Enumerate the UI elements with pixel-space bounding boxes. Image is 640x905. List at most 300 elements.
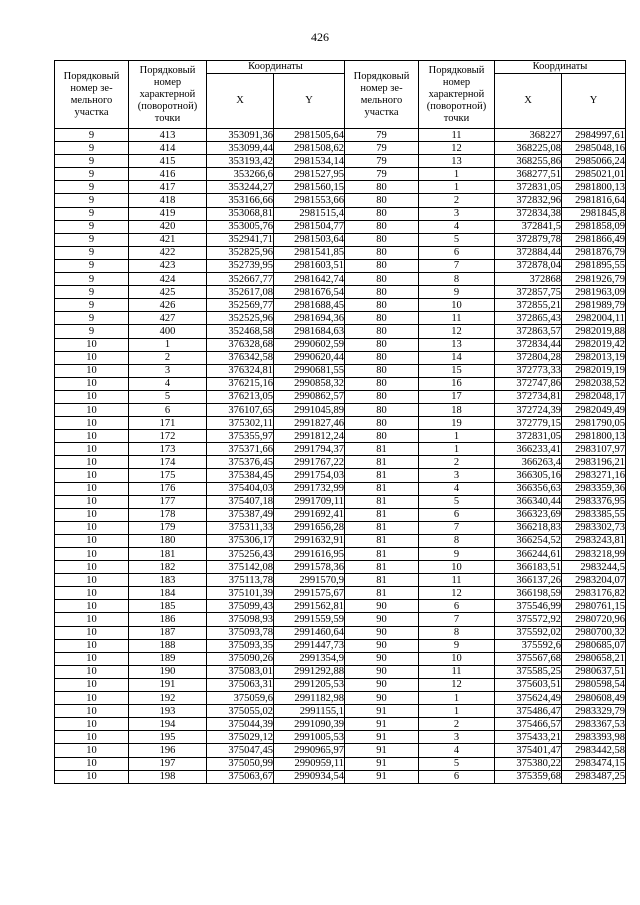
cell-y-right: 2981800,13 xyxy=(562,181,626,194)
table-row xyxy=(55,548,626,561)
cell-point-right: 14 xyxy=(419,351,495,364)
table-row xyxy=(55,129,626,142)
cell-point-right: 11 xyxy=(419,129,495,142)
cell-y-left: 2990965,97 xyxy=(274,744,345,757)
cell-y-left: 2991292,88 xyxy=(274,665,345,678)
cell-parcel-right: 91 xyxy=(345,744,419,757)
table-row xyxy=(55,652,626,665)
table-row xyxy=(55,364,626,377)
cell-point-right: 1 xyxy=(419,692,495,705)
cell-parcel-right: 80 xyxy=(345,273,419,286)
cell-y-right: 2983359,36 xyxy=(562,482,626,495)
cell-point-right: 11 xyxy=(419,574,495,587)
cell-parcel-right: 80 xyxy=(345,207,419,220)
cell-x-right: 366323,69 xyxy=(495,508,562,521)
cell-x-left: 353091,36 xyxy=(207,129,274,142)
cell-y-right: 2985021,01 xyxy=(562,168,626,181)
cell-y-right: 2982004,11 xyxy=(562,312,626,325)
cell-y-left: 2991616,95 xyxy=(274,548,345,561)
cell-y-right: 2983376,95 xyxy=(562,495,626,508)
cell-point-left: 419 xyxy=(129,207,207,220)
cell-point-left: 196 xyxy=(129,744,207,757)
cell-y-left: 2981694,36 xyxy=(274,312,345,325)
cell-y-left: 2981505,64 xyxy=(274,129,345,142)
cell-point-left: 415 xyxy=(129,155,207,168)
cell-parcel-left: 9 xyxy=(55,194,129,207)
cell-parcel-right: 80 xyxy=(345,417,419,430)
table-row xyxy=(55,443,626,456)
cell-parcel-left: 10 xyxy=(55,495,129,508)
cell-point-right: 5 xyxy=(419,757,495,770)
cell-parcel-left: 9 xyxy=(55,220,129,233)
cell-y-left: 2991656,28 xyxy=(274,521,345,534)
cell-parcel-left: 10 xyxy=(55,652,129,665)
cell-x-left: 376324,81 xyxy=(207,364,274,377)
cell-parcel-right: 80 xyxy=(345,377,419,390)
cell-parcel-left: 10 xyxy=(55,718,129,731)
cell-x-left: 353244,27 xyxy=(207,181,274,194)
cell-parcel-left: 9 xyxy=(55,155,129,168)
header-coordinates-right: Координаты xyxy=(495,61,626,74)
cell-point-right: 6 xyxy=(419,770,495,783)
cell-parcel-right: 80 xyxy=(345,325,419,338)
cell-x-right: 375624,49 xyxy=(495,692,562,705)
header-parcel-number-left: Порядковый номер зе-мельного участка xyxy=(55,61,129,129)
cell-parcel-right: 80 xyxy=(345,259,419,272)
cell-y-right: 2983107,97 xyxy=(562,443,626,456)
cell-point-right: 9 xyxy=(419,286,495,299)
cell-y-right: 2980720,96 xyxy=(562,613,626,626)
cell-parcel-right: 81 xyxy=(345,508,419,521)
cell-point-left: 174 xyxy=(129,456,207,469)
table-row xyxy=(55,312,626,325)
cell-point-right: 11 xyxy=(419,665,495,678)
cell-point-right: 9 xyxy=(419,639,495,652)
cell-parcel-left: 9 xyxy=(55,142,129,155)
cell-y-left: 2990681,55 xyxy=(274,364,345,377)
cell-y-right: 2983442,58 xyxy=(562,744,626,757)
cell-point-right: 1 xyxy=(419,705,495,718)
cell-x-left: 375407,18 xyxy=(207,495,274,508)
cell-point-left: 416 xyxy=(129,168,207,181)
header-y-left: Y xyxy=(274,74,345,129)
cell-x-left: 375099,43 xyxy=(207,600,274,613)
table-row xyxy=(55,403,626,416)
cell-point-right: 16 xyxy=(419,377,495,390)
cell-y-left: 2991732,99 xyxy=(274,482,345,495)
cell-parcel-right: 79 xyxy=(345,142,419,155)
cell-point-right: 5 xyxy=(419,233,495,246)
cell-point-left: 426 xyxy=(129,299,207,312)
cell-parcel-left: 10 xyxy=(55,482,129,495)
cell-parcel-right: 79 xyxy=(345,168,419,181)
table-row xyxy=(55,587,626,600)
cell-y-right: 2983329,79 xyxy=(562,705,626,718)
cell-point-left: 172 xyxy=(129,430,207,443)
cell-y-left: 2991575,67 xyxy=(274,587,345,600)
cell-parcel-left: 10 xyxy=(55,430,129,443)
cell-parcel-right: 80 xyxy=(345,351,419,364)
cell-y-left: 2990959,11 xyxy=(274,757,345,770)
cell-parcel-left: 9 xyxy=(55,233,129,246)
cell-point-right: 8 xyxy=(419,626,495,639)
cell-y-left: 2991827,46 xyxy=(274,417,345,430)
cell-x-right: 366305,16 xyxy=(495,469,562,482)
cell-point-left: 176 xyxy=(129,482,207,495)
cell-x-left: 375113,78 xyxy=(207,574,274,587)
cell-y-left: 2991570,9 xyxy=(274,574,345,587)
cell-x-left: 375093,35 xyxy=(207,639,274,652)
header-point-number-right: Порядковый номер характерной (поворотной) точки xyxy=(419,61,495,129)
cell-parcel-left: 10 xyxy=(55,705,129,718)
cell-y-right: 2983176,82 xyxy=(562,587,626,600)
cell-point-left: 180 xyxy=(129,534,207,547)
cell-y-right: 2982049,49 xyxy=(562,403,626,416)
cell-y-left: 2991045,89 xyxy=(274,403,345,416)
cell-y-left: 2991794,37 xyxy=(274,443,345,456)
cell-x-left: 375055,02 xyxy=(207,705,274,718)
cell-point-left: 192 xyxy=(129,692,207,705)
cell-point-right: 12 xyxy=(419,678,495,691)
cell-x-left: 375059,6 xyxy=(207,692,274,705)
cell-y-left: 2981504,77 xyxy=(274,220,345,233)
cell-x-left: 352825,96 xyxy=(207,246,274,259)
cell-point-left: 190 xyxy=(129,665,207,678)
cell-parcel-right: 80 xyxy=(345,286,419,299)
cell-y-left: 2981688,45 xyxy=(274,299,345,312)
table-row xyxy=(55,770,626,783)
cell-x-left: 375142,08 xyxy=(207,561,274,574)
cell-parcel-right: 80 xyxy=(345,194,419,207)
cell-y-right: 2982038,52 xyxy=(562,377,626,390)
cell-y-right: 2981926,79 xyxy=(562,273,626,286)
cell-x-right: 366340,44 xyxy=(495,495,562,508)
cell-x-right: 368277,51 xyxy=(495,168,562,181)
page-number: 426 xyxy=(311,30,329,44)
cell-parcel-right: 91 xyxy=(345,705,419,718)
cell-x-right: 375401,47 xyxy=(495,744,562,757)
coordinates-table xyxy=(54,60,626,784)
cell-point-right: 4 xyxy=(419,744,495,757)
cell-parcel-right: 81 xyxy=(345,443,419,456)
cell-parcel-left: 9 xyxy=(55,129,129,142)
cell-parcel-left: 9 xyxy=(55,299,129,312)
cell-x-right: 372868 xyxy=(495,273,562,286)
cell-x-left: 375404,03 xyxy=(207,482,274,495)
cell-x-left: 352468,58 xyxy=(207,325,274,338)
cell-point-left: 400 xyxy=(129,325,207,338)
cell-parcel-right: 90 xyxy=(345,692,419,705)
cell-parcel-left: 10 xyxy=(55,469,129,482)
cell-x-right: 372863,57 xyxy=(495,325,562,338)
cell-parcel-left: 10 xyxy=(55,521,129,534)
cell-y-left: 2991559,59 xyxy=(274,613,345,626)
cell-y-left: 2981642,74 xyxy=(274,273,345,286)
cell-parcel-right: 90 xyxy=(345,639,419,652)
cell-parcel-right: 90 xyxy=(345,600,419,613)
cell-point-left: 184 xyxy=(129,587,207,600)
cell-parcel-left: 10 xyxy=(55,403,129,416)
cell-x-right: 375592,6 xyxy=(495,639,562,652)
cell-parcel-left: 10 xyxy=(55,364,129,377)
cell-y-right: 2981800,13 xyxy=(562,430,626,443)
cell-x-left: 352525,96 xyxy=(207,312,274,325)
cell-point-right: 4 xyxy=(419,482,495,495)
cell-y-right: 2981963,09 xyxy=(562,286,626,299)
cell-x-left: 353005,76 xyxy=(207,220,274,233)
cell-y-right: 2982019,88 xyxy=(562,325,626,338)
cell-x-right: 368227 xyxy=(495,129,562,142)
cell-point-left: 195 xyxy=(129,731,207,744)
cell-parcel-right: 81 xyxy=(345,482,419,495)
cell-x-right: 375572,92 xyxy=(495,613,562,626)
cell-parcel-left: 9 xyxy=(55,207,129,220)
cell-x-left: 352941,71 xyxy=(207,233,274,246)
cell-point-right: 2 xyxy=(419,718,495,731)
cell-parcel-left: 10 xyxy=(55,692,129,705)
table-row xyxy=(55,757,626,770)
cell-x-left: 376213,05 xyxy=(207,390,274,403)
cell-parcel-right: 81 xyxy=(345,548,419,561)
cell-point-left: 421 xyxy=(129,233,207,246)
cell-x-right: 372878,04 xyxy=(495,259,562,272)
cell-point-left: 417 xyxy=(129,181,207,194)
cell-x-right: 366254,52 xyxy=(495,534,562,547)
table-row xyxy=(55,325,626,338)
cell-point-right: 8 xyxy=(419,534,495,547)
cell-y-right: 2980685,07 xyxy=(562,639,626,652)
table-row xyxy=(55,731,626,744)
cell-y-left: 2991155,1 xyxy=(274,705,345,718)
cell-point-left: 2 xyxy=(129,351,207,364)
cell-x-right: 372734,81 xyxy=(495,390,562,403)
cell-x-right: 372834,38 xyxy=(495,207,562,220)
cell-y-right: 2980658,21 xyxy=(562,652,626,665)
cell-parcel-right: 90 xyxy=(345,652,419,665)
cell-parcel-left: 10 xyxy=(55,390,129,403)
cell-x-left: 376342,58 xyxy=(207,351,274,364)
table-row xyxy=(55,508,626,521)
cell-y-left: 2991460,64 xyxy=(274,626,345,639)
table-row xyxy=(55,495,626,508)
cell-point-left: 193 xyxy=(129,705,207,718)
cell-parcel-right: 79 xyxy=(345,129,419,142)
cell-x-left: 376215,16 xyxy=(207,377,274,390)
cell-y-left: 2991767,22 xyxy=(274,456,345,469)
cell-point-left: 186 xyxy=(129,613,207,626)
table-row xyxy=(55,181,626,194)
cell-point-left: 194 xyxy=(129,718,207,731)
cell-x-right: 375486,47 xyxy=(495,705,562,718)
cell-y-right: 2980598,54 xyxy=(562,678,626,691)
cell-parcel-right: 90 xyxy=(345,626,419,639)
cell-point-right: 12 xyxy=(419,325,495,338)
cell-parcel-left: 10 xyxy=(55,678,129,691)
cell-parcel-left: 10 xyxy=(55,639,129,652)
cell-parcel-left: 10 xyxy=(55,508,129,521)
cell-x-left: 375302,11 xyxy=(207,417,274,430)
header-x-left: X xyxy=(207,74,274,129)
cell-y-right: 2983474,15 xyxy=(562,757,626,770)
cell-parcel-left: 10 xyxy=(55,587,129,600)
cell-point-left: 181 xyxy=(129,548,207,561)
cell-x-left: 375256,43 xyxy=(207,548,274,561)
cell-parcel-left: 10 xyxy=(55,574,129,587)
cell-parcel-left: 10 xyxy=(55,731,129,744)
cell-x-left: 375063,31 xyxy=(207,678,274,691)
cell-y-left: 2981508,62 xyxy=(274,142,345,155)
cell-x-left: 352739,95 xyxy=(207,259,274,272)
cell-y-right: 2981876,79 xyxy=(562,246,626,259)
cell-point-left: 191 xyxy=(129,678,207,691)
cell-x-left: 376328,68 xyxy=(207,338,274,351)
cell-x-right: 372831,05 xyxy=(495,181,562,194)
table-row xyxy=(55,456,626,469)
cell-point-right: 9 xyxy=(419,548,495,561)
cell-parcel-left: 9 xyxy=(55,273,129,286)
table-row xyxy=(55,521,626,534)
cell-x-left: 353099,44 xyxy=(207,142,274,155)
table-row xyxy=(55,613,626,626)
cell-point-left: 187 xyxy=(129,626,207,639)
cell-parcel-left: 10 xyxy=(55,757,129,770)
cell-x-left: 375044,39 xyxy=(207,718,274,731)
table-row xyxy=(55,338,626,351)
cell-point-right: 1 xyxy=(419,181,495,194)
cell-parcel-right: 91 xyxy=(345,770,419,783)
cell-point-left: 422 xyxy=(129,246,207,259)
cell-x-left: 375387,49 xyxy=(207,508,274,521)
cell-point-right: 7 xyxy=(419,259,495,272)
cell-parcel-right: 80 xyxy=(345,390,419,403)
header-y-right: Y xyxy=(562,74,626,129)
cell-x-right: 372773,33 xyxy=(495,364,562,377)
cell-point-right: 15 xyxy=(419,364,495,377)
cell-y-right: 2981989,79 xyxy=(562,299,626,312)
cell-point-left: 177 xyxy=(129,495,207,508)
table-row xyxy=(55,469,626,482)
cell-x-right: 366244,61 xyxy=(495,548,562,561)
cell-point-left: 175 xyxy=(129,469,207,482)
cell-y-left: 2981503,64 xyxy=(274,233,345,246)
cell-parcel-right: 91 xyxy=(345,731,419,744)
cell-point-right: 10 xyxy=(419,652,495,665)
cell-parcel-left: 10 xyxy=(55,548,129,561)
cell-parcel-right: 91 xyxy=(345,718,419,731)
cell-y-right: 2982048,17 xyxy=(562,390,626,403)
cell-parcel-left: 10 xyxy=(55,417,129,430)
cell-y-left: 2981560,15 xyxy=(274,181,345,194)
cell-x-right: 375380,22 xyxy=(495,757,562,770)
cell-y-right: 2983367,53 xyxy=(562,718,626,731)
cell-parcel-right: 80 xyxy=(345,403,419,416)
table-row xyxy=(55,430,626,443)
cell-y-right: 2982019,19 xyxy=(562,364,626,377)
table-row xyxy=(55,692,626,705)
cell-x-right: 375546,99 xyxy=(495,600,562,613)
cell-x-right: 372857,75 xyxy=(495,286,562,299)
cell-point-right: 18 xyxy=(419,403,495,416)
cell-y-left: 2981541,85 xyxy=(274,246,345,259)
cell-x-left: 375355,97 xyxy=(207,430,274,443)
cell-y-left: 2990862,57 xyxy=(274,390,345,403)
cell-y-right: 2983271,16 xyxy=(562,469,626,482)
cell-y-left: 2981515,4 xyxy=(274,207,345,220)
cell-point-right: 7 xyxy=(419,521,495,534)
cell-x-right: 375466,57 xyxy=(495,718,562,731)
cell-parcel-left: 10 xyxy=(55,665,129,678)
table-row xyxy=(55,207,626,220)
cell-y-right: 2983196,21 xyxy=(562,456,626,469)
cell-point-left: 178 xyxy=(129,508,207,521)
cell-point-right: 6 xyxy=(419,508,495,521)
cell-x-left: 375083,01 xyxy=(207,665,274,678)
cell-x-left: 352569,77 xyxy=(207,299,274,312)
cell-y-right: 2980608,49 xyxy=(562,692,626,705)
cell-x-left: 375101,39 xyxy=(207,587,274,600)
cell-point-right: 11 xyxy=(419,312,495,325)
cell-point-left: 5 xyxy=(129,390,207,403)
cell-point-right: 4 xyxy=(419,220,495,233)
cell-x-right: 372884,44 xyxy=(495,246,562,259)
table-row xyxy=(55,744,626,757)
cell-x-left: 375093,78 xyxy=(207,626,274,639)
table-row xyxy=(55,259,626,272)
table-row xyxy=(55,194,626,207)
table-row xyxy=(55,142,626,155)
cell-point-right: 2 xyxy=(419,194,495,207)
cell-parcel-right: 81 xyxy=(345,574,419,587)
cell-x-right: 366263,4 xyxy=(495,456,562,469)
table-row xyxy=(55,600,626,613)
table-row xyxy=(55,574,626,587)
cell-parcel-right: 80 xyxy=(345,364,419,377)
cell-y-right: 2983204,07 xyxy=(562,574,626,587)
table-row xyxy=(55,639,626,652)
cell-point-left: 418 xyxy=(129,194,207,207)
cell-y-left: 2991709,11 xyxy=(274,495,345,508)
table-body xyxy=(55,129,626,784)
cell-parcel-right: 80 xyxy=(345,233,419,246)
cell-point-left: 179 xyxy=(129,521,207,534)
cell-y-left: 2991562,81 xyxy=(274,600,345,613)
cell-x-right: 372834,44 xyxy=(495,338,562,351)
cell-point-right: 13 xyxy=(419,155,495,168)
cell-parcel-left: 9 xyxy=(55,312,129,325)
table-row xyxy=(55,286,626,299)
cell-point-right: 19 xyxy=(419,417,495,430)
cell-point-right: 3 xyxy=(419,731,495,744)
cell-point-left: 188 xyxy=(129,639,207,652)
cell-parcel-left: 10 xyxy=(55,561,129,574)
cell-parcel-right: 90 xyxy=(345,613,419,626)
cell-parcel-left: 9 xyxy=(55,259,129,272)
cell-y-left: 2991812,24 xyxy=(274,430,345,443)
cell-parcel-left: 9 xyxy=(55,181,129,194)
cell-x-right: 372724,39 xyxy=(495,403,562,416)
cell-point-left: 173 xyxy=(129,443,207,456)
cell-x-right: 375433,21 xyxy=(495,731,562,744)
table-row xyxy=(55,155,626,168)
cell-y-left: 2990620,44 xyxy=(274,351,345,364)
cell-y-left: 2991005,53 xyxy=(274,731,345,744)
cell-y-left: 2991578,36 xyxy=(274,561,345,574)
cell-y-left: 2990602,59 xyxy=(274,338,345,351)
cell-parcel-right: 80 xyxy=(345,312,419,325)
cell-parcel-right: 81 xyxy=(345,456,419,469)
cell-parcel-left: 10 xyxy=(55,443,129,456)
cell-x-left: 375384,45 xyxy=(207,469,274,482)
